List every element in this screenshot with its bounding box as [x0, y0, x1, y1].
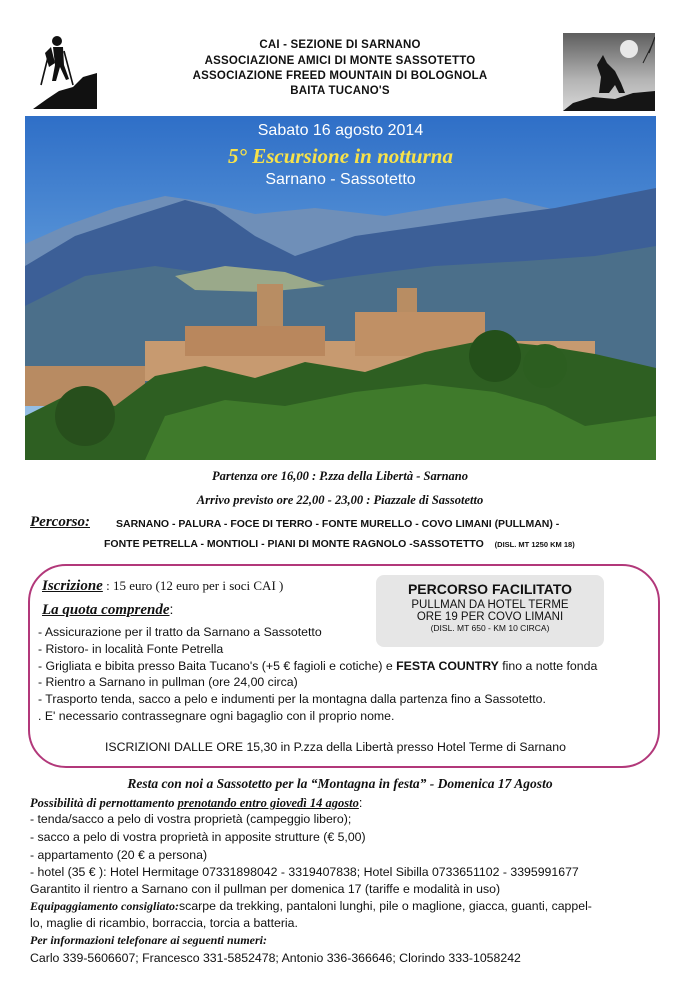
include-item: - Assicurazione per il tratto da Sarnano a Sassotetto — [38, 625, 322, 639]
route-note: (DISL. MT 1250 KM 18) — [494, 540, 575, 549]
includes-heading — [42, 601, 173, 619]
route-label: Percorso: — [30, 514, 90, 530]
banner-subtitle: Sarnano - Sassotetto — [265, 171, 416, 188]
equipment-label: Equipaggiamento consigliato: — [30, 899, 180, 913]
hiker-logo — [33, 33, 97, 109]
header-line-2: ASSOCIAZIONE AMICI DI MONTE SASSOTETTO — [204, 55, 476, 67]
includes-colon: : — [169, 601, 174, 617]
grill-end: fino a notte fonda — [498, 659, 598, 673]
banner-title: 5° Escursione in notturna — [228, 144, 453, 168]
equipment-line-2: lo, maglie di ricambio, borraccia, torcia a batteria. — [30, 916, 298, 930]
route-line-2 — [104, 538, 575, 550]
iscrizione-line — [42, 578, 283, 595]
facilitated-line-2: ORE 19 PER COVO LIMANI — [416, 611, 564, 623]
festa-country: FESTA COUNTRY — [396, 659, 499, 673]
overnight-option: - sacco a pelo di vostra proprietà in apposite strutture (€ 5,00) — [30, 830, 366, 844]
arrival-line: Arrivo previsto ore 22,00 - 23,00 : Piazzale di Sassotetto — [196, 493, 484, 507]
include-item-grill — [38, 659, 597, 673]
includes-label: La quota comprende — [42, 602, 170, 618]
banner-date: Sabato 16 agosto 2014 — [257, 122, 424, 139]
include-item: . E' necessario contrassegnare ogni bagaglio con il proprio nome. — [38, 709, 395, 723]
header-line-4: BAITA TUCANO'S — [290, 85, 390, 97]
iscrizione-price: : 15 euro (12 euro per i soci CAI ) — [102, 578, 284, 593]
overnight-deadline: prenotando entro giovedì 14 agosto — [177, 796, 359, 810]
facilitated-title: PERCORSO FACILITATO — [407, 581, 573, 597]
equipment-line — [30, 899, 592, 914]
header-line-1: CAI - SEZIONE DI SARNANO — [259, 39, 421, 51]
route-line-1: SARNANO - PALURA - FOCE DI TERRO - FONTE MURELLO - COVO LIMANI (PULLMAN) - — [116, 518, 560, 530]
hiker-silhouette-icon — [33, 33, 97, 109]
overnight-line — [30, 796, 362, 811]
route-line-2-text: FONTE PETRELLA - MONTIOLI - PIANI DI MONTE RAGNOLO -SASSOTETTO — [104, 538, 484, 550]
facilitated-line-3: (DISL. MT 650 - KM 10 CIRCA) — [430, 623, 550, 633]
festa-heading: Resta con noi a Sassotetto per la “Montagna in festa” - Domenica 17 Agosto — [127, 776, 553, 791]
include-item: - Trasporto tenda, sacco a pelo e indumenti per la montagna dalla partenza fino a Sassotetto. — [38, 692, 546, 706]
facilitated-route-box — [376, 575, 604, 647]
include-item: - Rientro a Sarnano in pullman (ore 24,00 circa) — [38, 675, 298, 689]
info-label: Per informazioni telefonare ai seguenti numeri: — [30, 933, 268, 947]
grill-text: - Grigliata e bibita presso Baita Tucano's (+5 € fagioli e cotiche) e — [38, 659, 397, 673]
registration-note: ISCRIZIONI DALLE ORE 15,30 in P.zza della Libertà presso Hotel Terme di Sarnano — [105, 740, 566, 754]
include-item: - Ristoro- in località Fonte Petrella — [38, 642, 224, 656]
landscape-photo — [25, 116, 656, 460]
header-line-3: ASSOCIAZIONE FREED MOUNTAIN DI BOLOGNOLA — [192, 70, 488, 82]
return-note: Garantito il rientro a Sarnano con il pullman per domenica 17 (tariffe e modalità in uso) — [30, 882, 501, 896]
departure-line: Partenza ore 16,00 : P.zza della Libertà - Sarnano — [211, 469, 469, 483]
overnight-option: - hotel (35 € ): Hotel Hermitage 07331898042 - 3319407838; Hotel Sibilla 0733651102 - 3395991677 — [30, 865, 579, 879]
overnight-option: - appartamento (20 € a persona) — [30, 848, 208, 862]
overnight-colon: : — [358, 796, 363, 810]
equipment-text: scarpe da trekking, pantaloni lunghi, pile o maglione, giacca, guanti, cappel- — [179, 899, 592, 913]
overnight-label: Possibilità di pernottamento — [30, 796, 178, 810]
overnight-option: - tenda/sacco a pelo di vostra proprietà (campeggio libero); — [30, 812, 352, 826]
howling-wolf-icon — [563, 33, 655, 111]
facilitated-line-1: PULLMAN DA HOTEL TERME — [411, 599, 569, 611]
contacts-line: Carlo 339-5606607; Francesco 331-5852478; Antonio 336-366646; Clorindo 333-1058242 — [30, 951, 521, 965]
wolf-logo — [563, 33, 655, 111]
iscrizione-label: Iscrizione — [42, 578, 103, 594]
